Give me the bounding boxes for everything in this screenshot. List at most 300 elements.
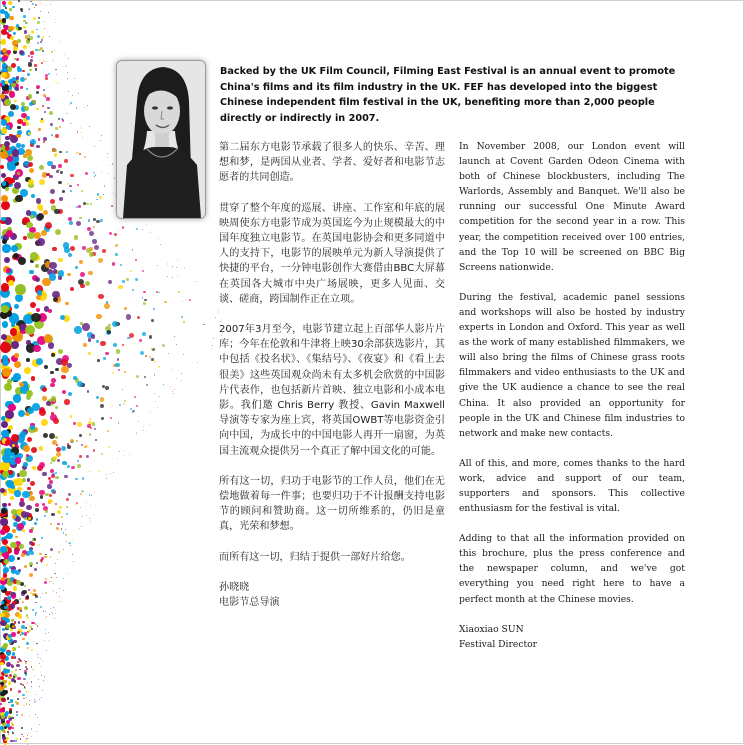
- halftone-dot: [184, 267, 185, 268]
- halftone-dot: [106, 478, 107, 479]
- halftone-dot: [67, 78, 68, 79]
- halftone-dot: [29, 168, 34, 173]
- halftone-dot: [99, 196, 102, 199]
- halftone-dot: [29, 549, 32, 552]
- halftone-dot: [48, 12, 49, 13]
- halftone-dot: [136, 432, 137, 433]
- halftone-dot: [105, 386, 109, 390]
- halftone-dot: [27, 631, 29, 633]
- halftone-dot: [26, 40, 30, 44]
- halftone-dot: [20, 431, 26, 437]
- halftone-dot: [117, 358, 119, 360]
- halftone-dot: [69, 104, 70, 105]
- halftone-dot: [64, 159, 68, 163]
- halftone-dot: [150, 232, 151, 233]
- halftone-dot: [68, 493, 71, 496]
- halftone-dot: [154, 393, 155, 394]
- halftone-dot: [48, 640, 49, 641]
- halftone-dot: [0, 662, 4, 666]
- halftone-dot: [8, 503, 11, 506]
- halftone-dot: [100, 404, 104, 408]
- halftone-dot: [101, 417, 104, 420]
- halftone-dot: [15, 195, 23, 203]
- halftone-dot: [42, 660, 43, 661]
- halftone-dot: [1, 72, 7, 78]
- halftone-dot: [26, 390, 33, 397]
- halftone-dot: [142, 229, 143, 230]
- halftone-dot: [18, 0, 20, 2]
- halftone-dot: [134, 396, 136, 398]
- halftone-dot: [27, 617, 29, 619]
- halftone-dot: [100, 140, 101, 141]
- halftone-dot: [56, 592, 57, 593]
- halftone-dot: [27, 487, 31, 491]
- halftone-dot: [2, 503, 7, 508]
- halftone-dot: [118, 230, 119, 231]
- halftone-dot: [98, 294, 104, 300]
- halftone-dot: [37, 87, 39, 89]
- halftone-dot: [90, 521, 91, 522]
- halftone-dot: [18, 646, 20, 648]
- halftone-dot: [30, 302, 36, 308]
- halftone-dot: [20, 77, 25, 82]
- halftone-dot: [44, 581, 47, 584]
- halftone-dot: [17, 698, 19, 700]
- halftone-dot: [56, 447, 62, 453]
- halftone-dot: [14, 550, 19, 555]
- halftone-dot: [43, 89, 45, 91]
- halftone-dot: [73, 541, 74, 542]
- halftone-dot: [22, 70, 25, 73]
- halftone-dot: [36, 358, 43, 365]
- halftone-dot: [61, 528, 62, 529]
- halftone-dot: [122, 226, 124, 228]
- halftone-dot: [14, 353, 19, 358]
- halftone-dot: [47, 107, 49, 109]
- halftone-dot: [20, 86, 23, 89]
- halftone-dot: [63, 549, 64, 550]
- halftone-dot: [158, 366, 160, 368]
- halftone-dot: [143, 430, 144, 431]
- halftone-dot: [39, 165, 44, 170]
- halftone-dot: [9, 8, 12, 11]
- halftone-dot: [12, 6, 14, 8]
- halftone-dot: [95, 174, 96, 175]
- halftone-dot: [37, 238, 45, 246]
- halftone-dot: [51, 396, 57, 402]
- halftone-dot: [68, 58, 69, 59]
- halftone-dot: [66, 151, 68, 153]
- halftone-dot: [5, 187, 9, 191]
- halftone-dot: [80, 284, 84, 288]
- halftone-dot: [42, 50, 44, 52]
- halftone-dot: [1, 119, 7, 125]
- halftone-dot: [182, 301, 183, 302]
- halftone-dot: [28, 517, 31, 520]
- halftone-dot: [41, 697, 42, 698]
- halftone-dot: [113, 343, 117, 347]
- halftone-dot: [55, 406, 58, 409]
- halftone-dot: [88, 352, 91, 355]
- halftone-dot: [43, 433, 48, 438]
- halftone-dot: [8, 727, 11, 730]
- halftone-dot: [44, 515, 46, 517]
- halftone-dot: [34, 702, 35, 703]
- halftone-dot: [52, 590, 53, 591]
- halftone-dot: [27, 682, 29, 684]
- halftone-dot: [81, 132, 82, 133]
- halftone-dot: [10, 603, 16, 609]
- halftone-dot: [100, 219, 103, 222]
- halftone-dot: [5, 13, 10, 18]
- halftone-dot: [122, 280, 125, 283]
- halftone-dot: [21, 625, 25, 629]
- halftone-dot: [62, 60, 63, 61]
- halftone-dot: [2, 645, 7, 650]
- halftone-dot: [11, 632, 16, 637]
- halftone-dot: [135, 259, 137, 261]
- halftone-dot: [37, 21, 39, 23]
- halftone-dot: [16, 711, 19, 714]
- chinese-paragraph: 第二届东方电影节承载了很多人的快乐、辛苦、理想和梦，是两国从业者、学者、爱好者和电影节志愿者的共同创造。: [219, 142, 445, 184]
- halftone-dot: [49, 36, 50, 37]
- halftone-dot: [39, 462, 45, 468]
- halftone-dot: [80, 272, 85, 277]
- halftone-dot: [70, 545, 71, 546]
- halftone-dot: [123, 403, 125, 405]
- halftone-dot: [12, 727, 14, 729]
- halftone-dot: [73, 422, 76, 425]
- halftone-dot: [35, 264, 40, 269]
- halftone-dot: [31, 628, 33, 630]
- halftone-dot: [53, 591, 54, 592]
- halftone-dot: [29, 496, 34, 501]
- halftone-dot: [174, 336, 175, 337]
- halftone-dot: [23, 462, 28, 467]
- halftone-dot: [36, 198, 41, 203]
- halftone-dot: [66, 513, 68, 515]
- halftone-dot: [22, 478, 26, 482]
- halftone-dot: [107, 153, 108, 154]
- halftone-dot: [124, 307, 127, 310]
- halftone-dot: [78, 93, 79, 94]
- halftone-dot: [49, 433, 56, 440]
- halftone-dot: [132, 411, 134, 413]
- halftone-dot: [91, 495, 92, 496]
- halftone-dot: [29, 69, 32, 72]
- halftone-dot: [66, 541, 67, 542]
- halftone-dot: [87, 390, 90, 393]
- halftone-dot: [66, 498, 69, 501]
- halftone-dot: [138, 421, 139, 422]
- halftone-dot: [19, 669, 21, 671]
- signature-title-cn: 电影节总导演: [219, 597, 280, 609]
- halftone-dot: [168, 353, 170, 355]
- halftone-dot: [22, 122, 26, 126]
- halftone-dot: [15, 536, 18, 539]
- halftone-dot: [35, 614, 37, 616]
- halftone-dot: [38, 17, 40, 19]
- halftone-dot: [36, 91, 39, 94]
- halftone-dot: [2, 55, 8, 61]
- halftone-dot: [56, 444, 59, 447]
- halftone-dot: [49, 480, 53, 484]
- halftone-dot: [18, 614, 23, 619]
- halftone-dot: [67, 183, 69, 185]
- halftone-dot: [14, 361, 21, 368]
- halftone-dot: [29, 36, 32, 39]
- halftone-dot: [16, 24, 20, 28]
- halftone-dot: [50, 462, 53, 465]
- halftone-dot: [18, 257, 26, 265]
- halftone-dot: [49, 614, 50, 615]
- halftone-dot: [45, 592, 47, 594]
- halftone-dot: [19, 598, 21, 600]
- halftone-dot: [36, 518, 38, 520]
- halftone-dot: [72, 95, 73, 96]
- halftone-dot: [57, 601, 58, 602]
- halftone-dot: [27, 647, 29, 649]
- halftone-dot: [17, 607, 20, 610]
- halftone-dot: [122, 344, 124, 346]
- halftone-dot: [31, 542, 35, 546]
- halftone-dot: [45, 629, 46, 630]
- halftone-dot: [24, 30, 27, 33]
- halftone-dot: [30, 139, 36, 145]
- halftone-dot: [57, 523, 60, 526]
- halftone-dot: [31, 376, 36, 381]
- halftone-dot: [8, 404, 16, 412]
- halftone-dot: [135, 278, 139, 282]
- halftone-dot: [39, 663, 40, 664]
- halftone-dot: [1, 173, 6, 178]
- halftone-dot: [2, 471, 9, 478]
- halftone-dot: [29, 678, 30, 679]
- halftone-dot: [11, 569, 16, 574]
- halftone-dot: [55, 69, 57, 71]
- english-paragraph: All of this, and more, comes thanks to the hard work, advice and support of our team, supporters and sponsors. This collective enthusiasm for the festival is vital.: [459, 457, 685, 515]
- halftone-dot: [58, 270, 65, 277]
- halftone-dot: [41, 230, 47, 236]
- halftone-dot: [59, 151, 61, 153]
- halftone-dot: [177, 259, 178, 260]
- halftone-dot: [58, 551, 60, 553]
- halftone-dot: [28, 691, 29, 692]
- halftone-dot: [90, 203, 92, 205]
- halftone-dot: [60, 41, 61, 42]
- halftone-dot: [26, 222, 33, 229]
- director-portrait: [116, 60, 206, 219]
- halftone-dot: [37, 717, 38, 718]
- halftone-dot: [77, 464, 81, 468]
- halftone-dot: [162, 344, 165, 347]
- halftone-dot: [18, 410, 25, 417]
- halftone-dot: [89, 433, 91, 435]
- halftone-dot: [82, 477, 85, 480]
- halftone-dot: [96, 396, 100, 400]
- halftone-dot: [0, 342, 11, 353]
- halftone-dot: [44, 28, 46, 30]
- halftone-dot: [21, 714, 23, 716]
- halftone-dot: [47, 173, 50, 176]
- halftone-dot: [79, 455, 82, 458]
- halftone-dot: [6, 268, 11, 273]
- halftone-dot: [12, 515, 16, 519]
- halftone-dot: [48, 632, 49, 633]
- halftone-dot: [26, 703, 28, 705]
- halftone-dot: [36, 644, 37, 645]
- halftone-dot: [27, 735, 28, 736]
- halftone-dot: [160, 244, 161, 245]
- halftone-dot: [2, 239, 7, 244]
- halftone-dot: [4, 680, 7, 683]
- halftone-dot: [137, 316, 140, 319]
- halftone-dot: [107, 157, 108, 158]
- halftone-dot: [8, 733, 10, 735]
- halftone-dot: [91, 334, 96, 339]
- halftone-dot: [54, 573, 56, 575]
- halftone-dot: [53, 583, 54, 584]
- halftone-dot: [17, 677, 20, 680]
- halftone-dot: [145, 355, 147, 357]
- halftone-dot: [40, 666, 41, 667]
- halftone-dot: [23, 15, 26, 18]
- halftone-dot: [40, 495, 44, 499]
- halftone-dot: [108, 165, 109, 166]
- halftone-dot: [84, 446, 87, 449]
- halftone-dot: [12, 149, 20, 157]
- halftone-dot: [56, 577, 57, 578]
- halftone-dot: [16, 80, 20, 84]
- halftone-dot: [26, 22, 28, 24]
- halftone-dot: [172, 369, 173, 370]
- halftone-dot: [44, 677, 45, 678]
- halftone-dot: [119, 404, 121, 406]
- halftone-dot: [85, 172, 88, 175]
- halftone-dot: [167, 263, 168, 264]
- halftone-dot: [86, 515, 87, 516]
- halftone-dot: [82, 137, 83, 138]
- halftone-dot: [36, 29, 38, 31]
- halftone-dot: [118, 369, 120, 371]
- halftone-dot: [177, 275, 178, 276]
- halftone-dot: [0, 613, 5, 618]
- halftone-dot: [143, 291, 146, 294]
- halftone-dot: [24, 606, 28, 610]
- halftone-dot: [32, 466, 36, 470]
- halftone-dot: [13, 32, 16, 35]
- halftone-dot: [4, 257, 10, 263]
- halftone-dot: [35, 595, 38, 598]
- halftone-dot: [157, 407, 158, 408]
- halftone-dot: [23, 445, 30, 452]
- halftone-dot: [31, 194, 35, 198]
- halftone-dot: [89, 126, 90, 127]
- halftone-dot: [55, 563, 56, 564]
- halftone-dot: [4, 26, 8, 30]
- halftone-dot: [35, 277, 41, 283]
- halftone-dot: [94, 245, 99, 250]
- halftone-dot: [36, 308, 40, 312]
- halftone-dot: [52, 38, 53, 39]
- halftone-dot: [92, 422, 95, 425]
- halftone-dot: [40, 3, 41, 4]
- halftone-dot: [77, 184, 79, 186]
- halftone-dot: [70, 287, 74, 291]
- halftone-dot: [50, 548, 53, 551]
- halftone-dot: [49, 581, 50, 582]
- halftone-dot: [172, 391, 173, 392]
- halftone-dot: [111, 205, 113, 207]
- halftone-dot: [55, 436, 58, 439]
- halftone-dot: [45, 633, 46, 634]
- halftone-dot: [183, 321, 185, 323]
- halftone-dot: [70, 190, 72, 192]
- halftone-dot: [96, 220, 99, 223]
- halftone-dot: [14, 656, 17, 659]
- halftone-dot: [101, 135, 102, 136]
- halftone-dot: [79, 217, 81, 219]
- halftone-dot: [55, 22, 56, 23]
- english-paragraph: Adding to that all the information provided on this brochure, plus the press conference and the newspaper column, and we've got everything you need right here to have a perfect month at the Chinese movies.: [459, 533, 685, 605]
- halftone-dot: [68, 91, 69, 92]
- halftone-dot: [115, 363, 119, 367]
- halftone-dot: [44, 111, 46, 113]
- halftone-dot: [29, 700, 30, 701]
- halftone-dot: [170, 386, 171, 387]
- halftone-dot: [151, 319, 154, 322]
- halftone-dot: [40, 41, 42, 43]
- halftone-dot: [211, 348, 212, 349]
- halftone-dot: [113, 193, 114, 194]
- halftone-dot: [16, 714, 18, 716]
- halftone-dot: [154, 361, 156, 363]
- halftone-dot: [36, 108, 38, 110]
- halftone-dot: [60, 171, 64, 175]
- halftone-dot: [54, 80, 55, 81]
- halftone-dot: [71, 466, 74, 469]
- halftone-dot: [34, 699, 35, 700]
- halftone-dot: [15, 457, 22, 464]
- halftone-dot: [35, 508, 40, 513]
- halftone-dot: [31, 681, 32, 682]
- halftone-dot: [21, 511, 28, 518]
- halftone-dot: [17, 130, 22, 135]
- halftone-dot: [189, 299, 191, 301]
- halftone-dot: [65, 534, 67, 536]
- halftone-dot: [36, 562, 38, 564]
- halftone-dot: [50, 500, 53, 503]
- halftone-dot: [98, 258, 103, 263]
- halftone-dot: [62, 461, 67, 466]
- halftone-dot: [29, 716, 30, 717]
- halftone-dot: [44, 365, 49, 370]
- halftone-dot: [46, 650, 47, 651]
- halftone-dot: [79, 260, 83, 264]
- halftone-dot: [54, 209, 59, 214]
- halftone-dot: [183, 354, 184, 355]
- halftone-dot: [144, 376, 146, 378]
- signature-name-en: Xiaoxiao SUN: [459, 623, 524, 635]
- halftone-dot: [65, 529, 67, 531]
- halftone-dot: [7, 596, 11, 600]
- halftone-dot: [12, 717, 14, 719]
- halftone-dot: [41, 419, 48, 426]
- halftone-dot: [35, 701, 36, 702]
- halftone-dot: [74, 78, 75, 79]
- halftone-dot: [56, 596, 57, 597]
- halftone-dot: [176, 378, 177, 379]
